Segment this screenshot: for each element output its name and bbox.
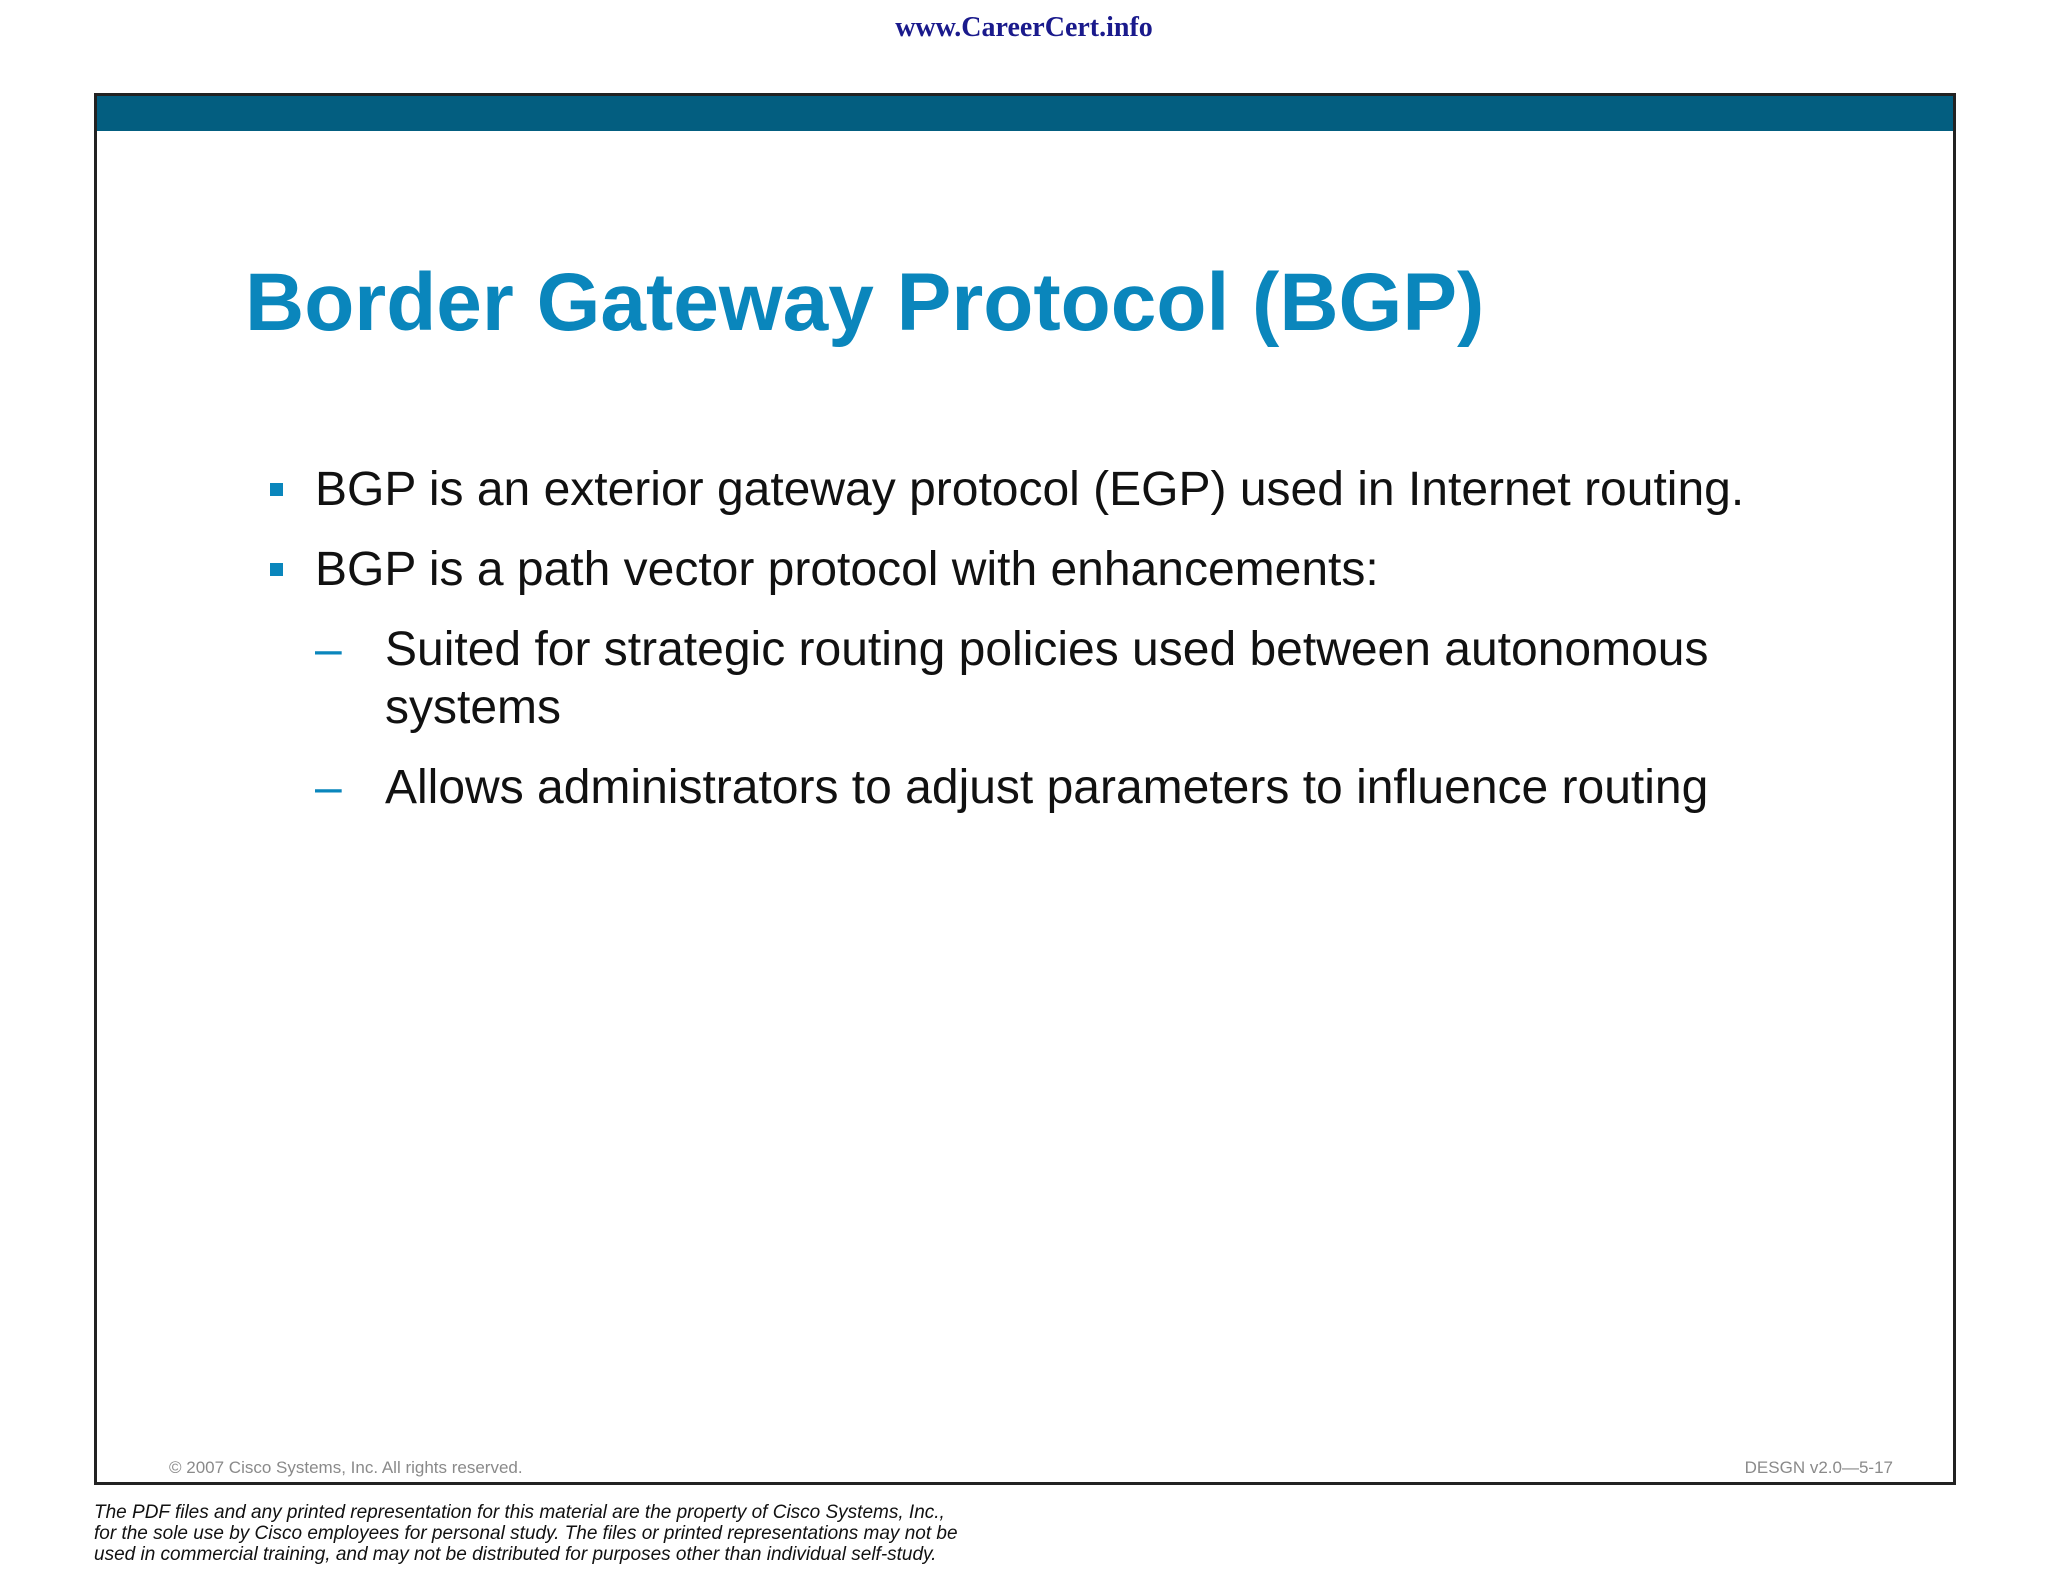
- disclaimer-line: for the sole use by Cisco employees for personal study. The files or printed representations may not be: [94, 1523, 958, 1544]
- copyright-notice: © 2007 Cisco Systems, Inc. All rights reserved.: [169, 1458, 523, 1477]
- disclaimer-line: used in commercial training, and may not be distributed for purposes other than individual self-study.: [94, 1544, 937, 1565]
- slide-frame: [94, 93, 1956, 1485]
- sub-bullet-text: Suited for strategic routing policies used between autonomous systems: [385, 623, 1709, 734]
- bullet-item: [270, 461, 1890, 519]
- disclaimer-line: The PDF files and any printed representation for this material are the property of Cisco Systems, Inc.,: [94, 1502, 945, 1523]
- sub-bullet-item: [315, 759, 1890, 817]
- slide-header-bar: [97, 96, 1953, 131]
- slide-title: Border Gateway Protocol (BGP): [245, 257, 1485, 348]
- bullet-list: [270, 461, 1890, 839]
- site-url[interactable]: www.CareerCert.info: [895, 12, 1153, 43]
- dash-bullet-icon: –: [315, 761, 342, 814]
- dash-bullet-icon: –: [315, 623, 342, 676]
- sub-bullet-text: Allows administrators to adjust parameters to influence routing: [385, 761, 1709, 814]
- sub-bullet-list: [315, 621, 1890, 817]
- square-bullet-icon: [270, 563, 283, 576]
- sub-bullet-item: [315, 621, 1890, 737]
- bullet-text: BGP is a path vector protocol with enhancements:: [315, 543, 1379, 596]
- disclaimer: [94, 1502, 958, 1565]
- bullet-text: BGP is an exterior gateway protocol (EGP) used in Internet routing.: [315, 463, 1745, 516]
- square-bullet-icon: [270, 483, 283, 496]
- slide-code: DESGN v2.0—5-17: [1744, 1458, 1893, 1477]
- bullet-item: [270, 541, 1890, 817]
